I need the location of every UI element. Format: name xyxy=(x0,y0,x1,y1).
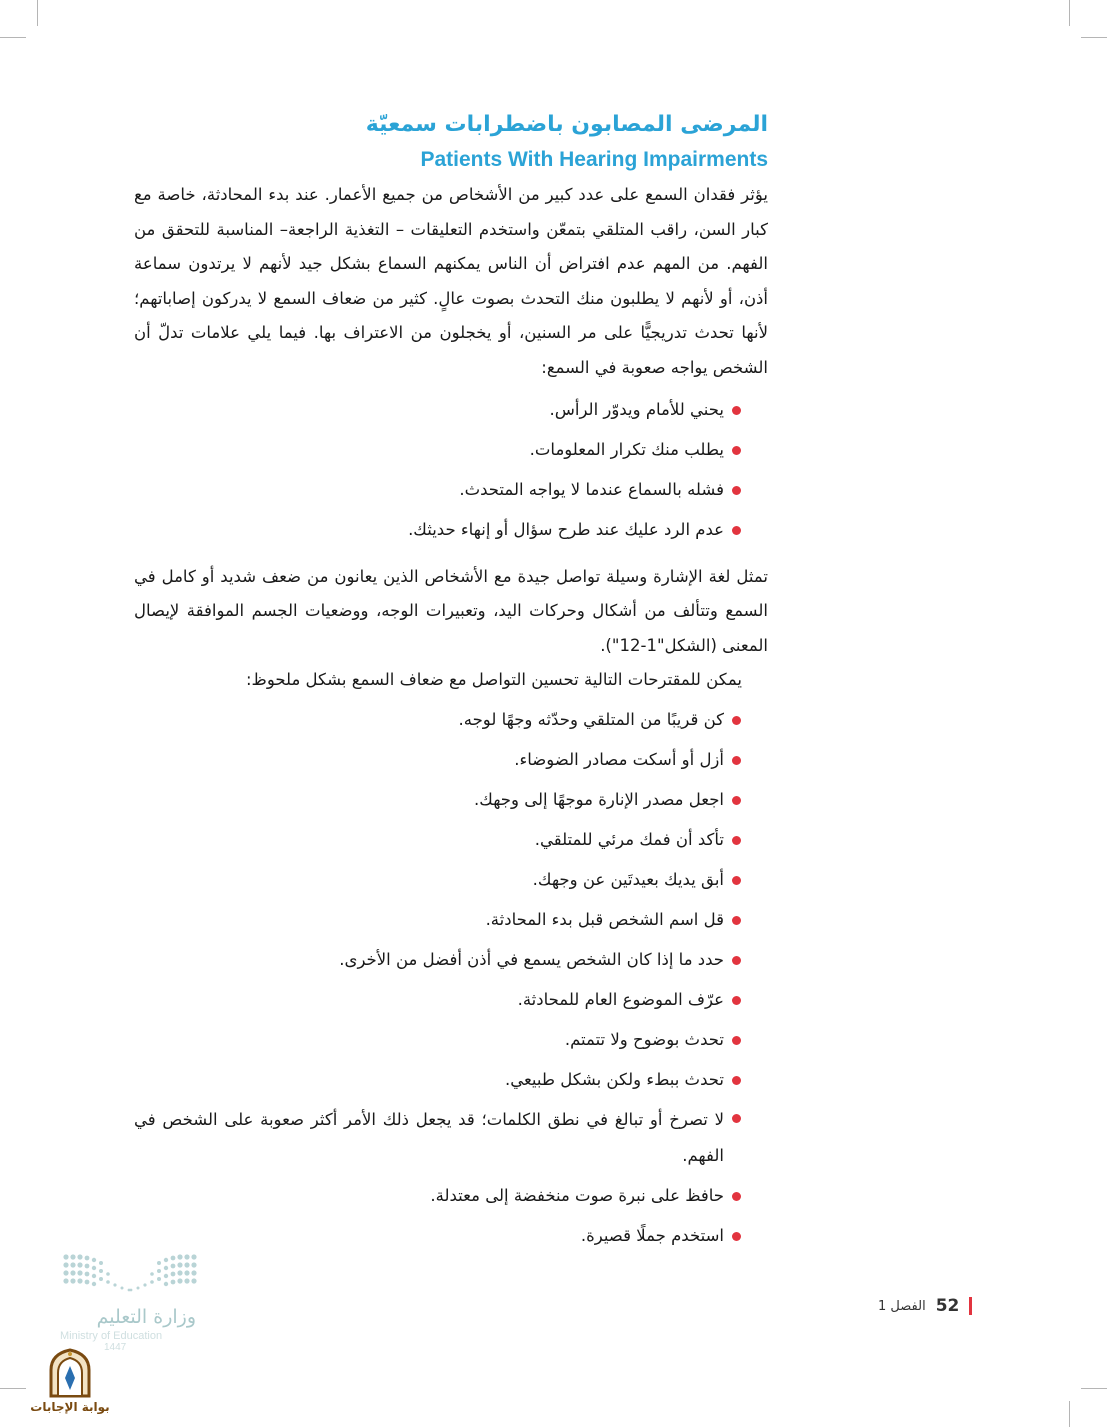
crop-mark xyxy=(1069,0,1070,26)
list-item: عرّف الموضوع العام للمحادثة. xyxy=(134,980,768,1020)
list-item: استخدم جملًا قصيرة. xyxy=(134,1216,768,1256)
bullet-icon xyxy=(732,406,741,415)
list-item: حافظ على نبرة صوت منخفضة إلى معتدلة. xyxy=(134,1176,768,1216)
list-item: لا تصرخ أو تبالغ في نطق الكلمات؛ قد يجعل ذلك الأمر أكثر صعوبة على الشخص في الفهم. xyxy=(134,1100,768,1176)
list-item: تحدث بوضوح ولا تتمتم. xyxy=(134,1020,768,1060)
bullet-icon xyxy=(732,1114,741,1123)
page-content xyxy=(134,108,768,1256)
page-number: 52 xyxy=(935,1296,960,1316)
hearing-difficulty-signs-list xyxy=(134,390,768,550)
chapter-label: الفصل 1 xyxy=(878,1298,926,1314)
crop-mark xyxy=(1081,37,1107,38)
bullet-icon xyxy=(732,876,741,885)
bullet-icon xyxy=(732,526,741,535)
bullet-icon xyxy=(732,486,741,495)
ministry-name-arabic: وزارة التعليم xyxy=(96,1306,196,1328)
bullet-icon xyxy=(732,1076,741,1085)
list-item: اجعل مصدر الإنارة موجهًا إلى وجهك. xyxy=(134,780,768,820)
page-footer xyxy=(878,1296,986,1316)
list-item: أبق يديك بعيدتَين عن وجهك. xyxy=(134,860,768,900)
bullet-icon xyxy=(732,996,741,1005)
crop-mark xyxy=(1081,1388,1107,1389)
bullet-icon xyxy=(732,716,741,725)
list-item: فشله بالسماع عندما لا يواجه المتحدث. xyxy=(134,470,768,510)
bullet-icon xyxy=(732,836,741,845)
crop-mark xyxy=(1069,1401,1070,1427)
list-item: أزل أو أسكت مصادر الضوضاء. xyxy=(134,740,768,780)
communication-suggestions-list xyxy=(134,700,768,1256)
bullet-icon xyxy=(732,446,741,455)
list-item: عدم الرد عليك عند طرح سؤال أو إنهاء حديثك. xyxy=(134,510,768,550)
ministry-name-english: Ministry of Education xyxy=(60,1330,163,1342)
suggestions-lead: يمكن للمقترحات التالية تحسين التواصل مع ضعاف السمع بشكل ملحوظ: xyxy=(246,670,742,690)
list-item: قل اسم الشخص قبل بدء المحادثة. xyxy=(134,900,768,940)
crop-mark xyxy=(37,0,38,26)
bullet-icon xyxy=(732,1232,741,1241)
crop-mark xyxy=(0,1388,26,1389)
bullet-icon xyxy=(732,956,741,965)
list-item: كن قريبًا من المتلقي وحدّثه وجهًا لوجه. xyxy=(134,700,768,740)
list-item: تحدث ببطء ولكن بشكل طبيعي. xyxy=(134,1060,768,1100)
ministry-year: 1447 xyxy=(104,1342,127,1353)
list-item: يحني للأمام ويدوّر الرأس. xyxy=(134,390,768,430)
section-title-english: Patients With Hearing Impairments xyxy=(420,148,768,171)
ministry-of-education-logo xyxy=(60,1252,210,1353)
list-item: حدد ما إذا كان الشخص يسمع في أذن أفضل من الأخرى. xyxy=(134,940,768,980)
section-title-arabic: المرضى المصابون باضطرابات سمعيّة xyxy=(365,112,768,137)
mosque-arch-icon xyxy=(47,1348,93,1398)
footer-divider xyxy=(969,1297,972,1315)
list-item: يطلب منك تكرار المعلومات. xyxy=(134,430,768,470)
answers-portal-logo xyxy=(30,1348,110,1414)
bullet-icon xyxy=(732,756,741,765)
crop-mark xyxy=(0,37,26,38)
bullet-icon xyxy=(732,796,741,805)
bullet-icon xyxy=(732,916,741,925)
bullet-icon xyxy=(732,1036,741,1045)
bullet-icon xyxy=(732,1192,741,1201)
list-item: تأكد أن فمك مرئي للمتلقي. xyxy=(134,820,768,860)
intro-paragraph: يؤثر فقدان السمع على عدد كبير من الأشخاص من جميع الأعمار. عند بدء المحادثة، خاصة مع كبار السن، راقب المتلقي بتمعّن واستخدم التعليقات – التغذية الراجعة– المناسبة للتحقق من الفهم. من المهم عدم افتراض أن الناس يمكنهم السماع بشكل جيد لأنهم لا يرتدون سماعة أذن، أو لأنهم لا يطلبون منك التحدث بصوت عالٍ. كثير من ضعاف السمع لا يدركون إصاباتهم؛ لأنها تحدث تدريجيًّا على مر السنين، أو يخجلون من الاعتراف بها. فيما يلي علامات تدلّ أن الشخص يواجه صعوبة في السمع: xyxy=(134,185,768,377)
portal-label: بوابة الإجابات xyxy=(30,1400,110,1414)
sign-language-paragraph: تمثل لغة الإشارة وسيلة تواصل جيدة مع الأشخاص الذين يعانون من ضعف شديد أو كامل في السمع وتتألف من أشكال وحركات اليد، وتعبيرات الوجه، ووضعيات الجسم الموافقة لإيصال المعنى (الشكل"1-12"). xyxy=(134,566,768,655)
ministry-dots-icon xyxy=(60,1252,200,1298)
